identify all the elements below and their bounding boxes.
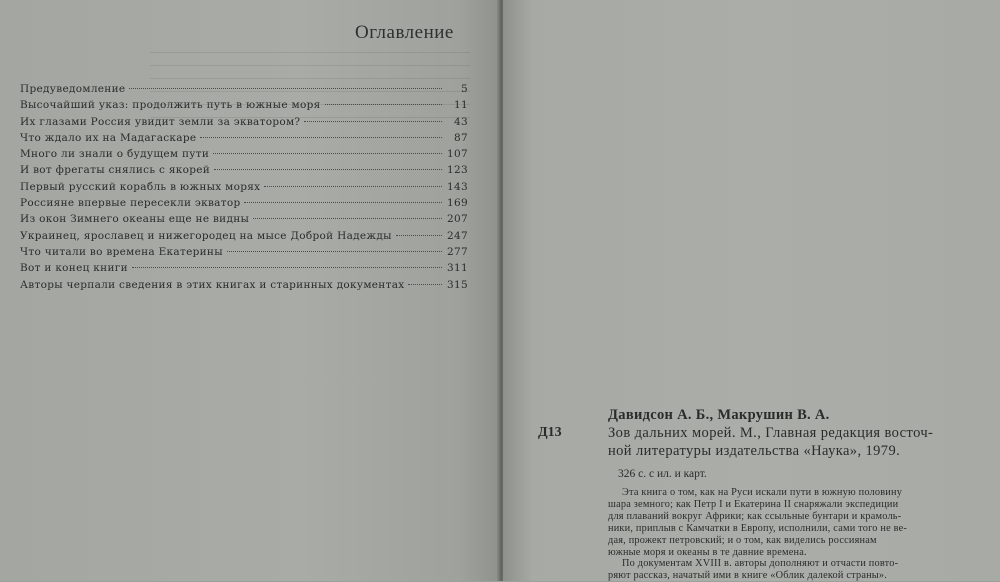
toc-entry-page: 11 (454, 99, 468, 112)
toc-entry-label: Авторы черпали сведения в этих книгах и старинных документах (20, 278, 405, 291)
toc-entry-page: 43 (454, 115, 468, 128)
annotation (608, 487, 994, 582)
toc-entry (20, 244, 468, 260)
toc-entry-label: Что читали во времена Екатерины (20, 245, 223, 258)
toc-entry (20, 114, 468, 130)
annotation-line: ники, приплыв с Камчатки в Европу, исполнили, сами того не ве- (608, 522, 908, 534)
annotation-line: По документам XVIII в. авторы дополняют и отчасти повто- (622, 558, 899, 570)
toc-entry-label: Высочайший указ: продолжить путь в южные моря (20, 99, 321, 112)
annotation-line: Эта книга о том, как на Руси искали пути в южную половину (622, 487, 903, 498)
toc-entry-label: Украинец, ярославец и нижегородец на мысе Доброй Надежды (20, 229, 392, 242)
toc-list (20, 81, 468, 293)
toc-leader-dots (408, 284, 442, 285)
toc-entry-page: 5 (461, 83, 468, 95)
toc-entry-label: Первый русский корабль в южных морях (20, 180, 261, 193)
toc-entry (20, 211, 468, 227)
annotation-line: южные моря и океаны в те давние времена. (608, 546, 807, 558)
toc-entry-label: Что ждало их на Мадагаскаре (20, 131, 197, 144)
toc-leader-dots (396, 235, 442, 236)
toc-entry (20, 260, 468, 276)
toc-entry-page: 315 (447, 278, 468, 291)
toc-entry (20, 162, 468, 178)
toc-entry-page: 107 (447, 148, 468, 161)
toc-leader-dots (213, 153, 442, 154)
annotation-line: дая, прожект петровский; и о том, как виделись россиянам (608, 534, 877, 546)
book-title-line-2: ной литературы издательства «Наука», 1979. (608, 443, 901, 459)
toc-entry-label: И вот фрегаты снялись с якорей (20, 164, 211, 177)
toc-leader-dots (227, 251, 442, 252)
toc-entry-page: 277 (447, 245, 468, 258)
toc-leader-dots (264, 186, 442, 187)
toc-entry-page: 247 (447, 229, 468, 242)
toc-leader-dots (304, 121, 442, 122)
toc-entry-label: Много ли знали о будущем пути (20, 148, 210, 161)
left-page (0, 0, 500, 581)
toc-entry (20, 228, 468, 244)
toc-leader-dots (132, 267, 442, 268)
annotation-line: для плаваний вокруг Африки; как ссыльные бунтари и крамоль- (608, 510, 902, 522)
annotation-line: шара земного; как Петр I и Екатерина II снаряжали экспедиции (608, 498, 899, 510)
toc-entry (20, 277, 468, 293)
toc-leader-dots (200, 137, 442, 138)
toc-entry-label: Их глазами Россия увидит земли за экватором? (20, 115, 301, 128)
toc-leader-dots (253, 218, 442, 219)
toc-leader-dots (129, 88, 442, 89)
toc-entry-page: 311 (447, 262, 468, 275)
classification-code: Д13 (538, 425, 562, 440)
toc-entry (20, 81, 468, 97)
toc-entry-page: 143 (447, 180, 468, 193)
toc-entry (20, 195, 468, 211)
toc-entry-page: 207 (447, 213, 468, 226)
toc-entry-label: Россияне впервые пересекли экватор (20, 197, 241, 210)
book-title-line-1: Зов дальних морей. М., Главная редакция восточ- (608, 425, 934, 441)
toc-entry-label: Вот и конец книги (20, 262, 128, 275)
toc-leader-dots (214, 169, 442, 170)
toc-title: Оглавление (355, 22, 454, 43)
page-count: 326 с. с ил. и карт. (618, 468, 707, 480)
toc-entry (20, 97, 468, 113)
toc-entry-page: 87 (454, 131, 468, 144)
toc-leader-dots (325, 104, 442, 105)
book-authors: Давидсон А. Б., Макрушин В. А. (608, 407, 830, 423)
toc-entry-label: Из окон Зимнего океаны еще не видны (20, 213, 250, 226)
toc-leader-dots (244, 202, 442, 203)
toc-entry (20, 179, 468, 195)
toc-entry (20, 130, 468, 146)
toc-entry (20, 146, 468, 162)
annotation-line: ряют рассказ, начатый ими в книге «Облик далекой страны». (608, 570, 888, 582)
toc-entry-page: 169 (447, 197, 468, 210)
toc-entry-page: 123 (447, 164, 468, 177)
toc-entry-label: Предуведомление (20, 83, 126, 95)
